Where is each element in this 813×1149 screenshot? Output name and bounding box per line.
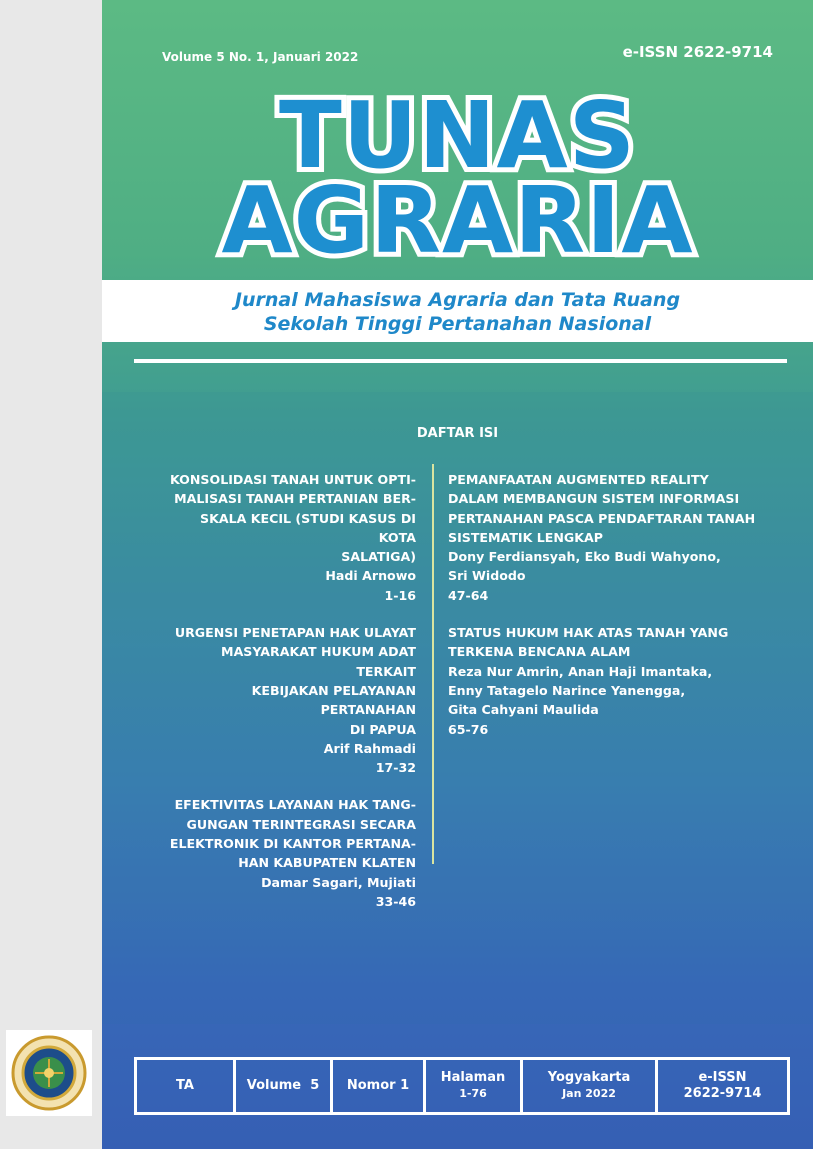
toc-entry	[448, 470, 778, 605]
toc-entry-title: STATUS HUKUM HAK ATAS TANAH YANG TERKENA BENCANA ALAM	[448, 625, 729, 660]
city-label: Yogyakarta	[547, 1070, 631, 1085]
subtitle-line2: Sekolah Tinggi Pertanahan Nasional	[263, 313, 652, 335]
journal-cover	[102, 0, 813, 1149]
ta-label: TA	[176, 1078, 194, 1093]
divider-rule	[134, 359, 787, 363]
volume-label: Volume	[246, 1078, 302, 1093]
ta-cell	[137, 1060, 236, 1112]
toc-entry-pages: 47-64	[448, 587, 489, 603]
toc-heading: DAFTAR ISI	[416, 426, 499, 441]
nomor-value: 1	[400, 1078, 410, 1093]
journal-title-line1: TUNAS	[279, 82, 636, 189]
toc-entry-pages: 65-76	[448, 721, 489, 737]
institution-emblem-icon	[6, 1030, 92, 1116]
toc-entry	[162, 623, 416, 777]
subtitle-line1: Jurnal Mahasiswa Agraria dan Tata Ruang	[234, 289, 681, 311]
volume-text	[247, 1078, 319, 1094]
issn-line: e-ISSN 2622-9714	[622, 43, 773, 61]
toc-entry-pages: 33-46	[375, 893, 416, 909]
toc-entry-pages: 17-32	[375, 760, 416, 776]
toc-entry-authors: Arif Rahmadi	[323, 740, 416, 756]
volume-value: 5	[310, 1078, 320, 1093]
toc-entry-title: PEMANFAATAN AUGMENTED REALITY DALAM MEMBANGUN SISTEM INFORMASI PERTANAHAN PASCA PENDAFTARAN TANAH SISTEMATIK LENGKAP	[448, 472, 756, 545]
date-label: Jan 2022	[562, 1087, 616, 1100]
toc-entry-pages: 1-16	[384, 587, 416, 603]
toc-left-column	[162, 470, 416, 929]
nomor-label: Nomor	[346, 1078, 396, 1093]
toc-entry	[162, 795, 416, 911]
subtitle-band	[102, 280, 813, 342]
toc-entry-title: KONSOLIDASI TANAH UNTUK OPTI- MALISASI TANAH PERTANIAN BER- SKALA KECIL (STUDI KASUS DI KOTA SALATIGA)	[169, 472, 416, 565]
toc-entry-authors: Hadi Arnowo	[325, 568, 416, 584]
eissn-cell	[658, 1060, 787, 1112]
location-date-cell	[523, 1060, 658, 1112]
toc-entry	[448, 623, 778, 739]
eissn-label: e-ISSN	[698, 1070, 747, 1085]
emblem-graphic	[6, 1030, 92, 1116]
halaman-cell	[426, 1060, 523, 1112]
volume-line: Volume 5 No. 1, Januari 2022	[162, 50, 359, 64]
halaman-value: 1-76	[459, 1087, 487, 1100]
toc-entry-authors: Dony Ferdiansyah, Eko Budi Wahyono, Sri Widodo	[448, 549, 721, 584]
eissn-value: 2622-9714	[683, 1086, 762, 1101]
toc-entry-authors: Reza Nur Amrin, Anan Haji Imantaka, Enny Tatagelo Narince Yanengga, Gita Cahyani Maulida	[448, 663, 713, 718]
toc-entry-title: URGENSI PENETAPAN HAK ULAYAT MASYARAKAT HUKUM ADAT TERKAIT KEBIJAKAN PELAYANAN PERTANAHAN DI PAPUA	[174, 625, 416, 737]
halaman-label: Halaman	[440, 1070, 506, 1085]
journal-title-line2: AGRARIA	[221, 167, 694, 274]
nomor-cell	[333, 1060, 426, 1112]
toc-entry	[162, 470, 416, 605]
toc-column-divider	[432, 464, 434, 864]
toc-right-column	[448, 470, 778, 757]
volume-cell	[236, 1060, 333, 1112]
nomor-text	[347, 1078, 409, 1094]
toc-entry-title: EFEKTIVITAS LAYANAN HAK TANG- GUNGAN TERINTEGRASI SECARA ELEKTRONIK DI KANTOR PERTANA- HAN KABUPATEN KLATEN	[169, 797, 416, 871]
issue-info-table	[134, 1057, 790, 1115]
left-margin-strip	[0, 0, 102, 1149]
toc-entry-authors: Damar Sagari, Mujiati	[261, 874, 416, 890]
